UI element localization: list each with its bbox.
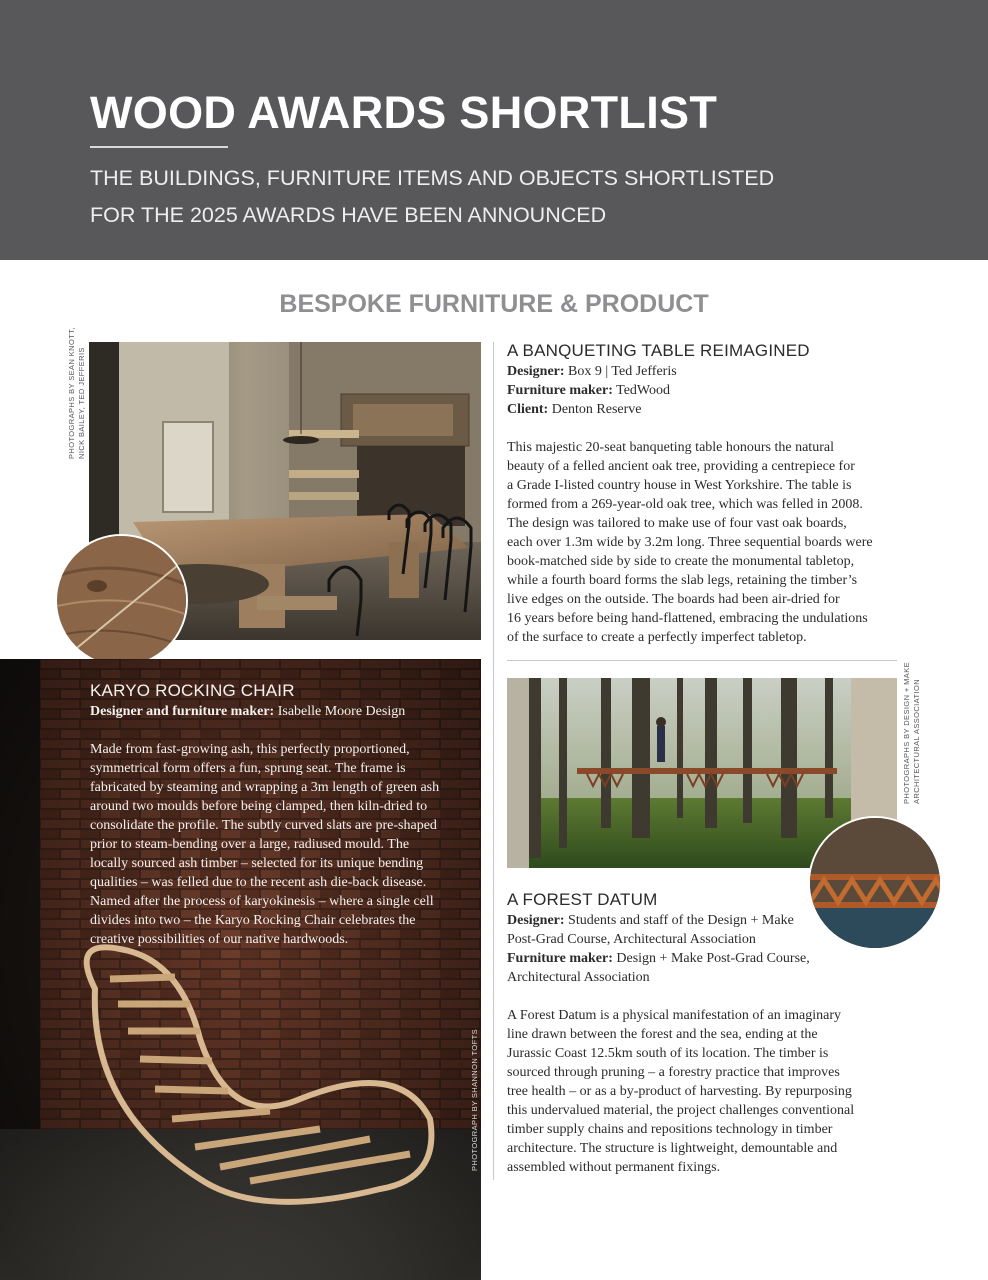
body-line: assembled without permanent fixings. bbox=[507, 1160, 721, 1175]
title-underline bbox=[90, 146, 228, 148]
designer-line bbox=[507, 911, 854, 930]
subtitle-line-1: THE BUILDINGS, FURNITURE ITEMS AND OBJECTS SHORTLISTED bbox=[90, 166, 775, 190]
body-line: tree health – or as a by-product of harvesting. By repurposing bbox=[507, 1084, 852, 1099]
subtitle-line-2: FOR THE 2025 AWARDS HAVE BEEN ANNOUNCED bbox=[90, 203, 607, 227]
body-line: of the surface to create a perfectly imperfect tabletop. bbox=[507, 630, 807, 645]
body-line: timber supply chains and repositions technology in timber bbox=[507, 1122, 833, 1137]
article-body bbox=[507, 438, 902, 647]
client-line bbox=[507, 400, 902, 419]
body-line: sourced through pruning – a forestry practice that improves bbox=[507, 1065, 840, 1080]
photo-credit-chair: PHOTOGRAPH BY SHANNON TOFTS bbox=[470, 1029, 479, 1171]
header-band bbox=[0, 0, 988, 260]
photo-credit-forest-line-1: PHOTOGRAPHS BY DESIGN + MAKE bbox=[902, 662, 911, 804]
maker-label: Furniture maker: bbox=[507, 383, 613, 398]
article-title: A FOREST DATUM bbox=[507, 890, 658, 909]
article-banqueting-table bbox=[507, 340, 902, 647]
body-line: qualities – was felled due to the recent ash die-back disease. bbox=[90, 875, 427, 890]
article-body bbox=[90, 740, 439, 949]
photo-credit-table bbox=[67, 327, 87, 459]
body-line: formed from a 269-year-old oak tree, which was felled in 2008. bbox=[507, 497, 863, 512]
body-line: a Grade I-listed country house in West Yorkshire. The table is bbox=[507, 478, 852, 493]
article-title: KARYO ROCKING CHAIR bbox=[90, 681, 295, 700]
client-label: Client: bbox=[507, 402, 549, 417]
body-line: consolidate the profile. The subtly curved slats are pre-shaped bbox=[90, 818, 437, 833]
body-line: Jurassic Coast 12.5km south of its location. The timber is bbox=[507, 1046, 829, 1061]
maker-line bbox=[507, 381, 902, 400]
article-forest-datum bbox=[507, 889, 854, 1177]
designer-value: Isabelle Moore Design bbox=[274, 704, 406, 719]
maker-value: Design + Make Post-Grad Course, bbox=[612, 951, 810, 966]
body-line: symmetrical form offers a fun, sprung seat. The frame is bbox=[90, 761, 406, 776]
body-line: while a fourth board forms the slab legs, retaining the timber’s bbox=[507, 573, 858, 588]
body-line: fabricated by steaming and wrapping a 3m length of green ash bbox=[90, 780, 440, 795]
body-line: this undervalued material, the project challenges conventional bbox=[507, 1103, 855, 1118]
body-line: architecture. The structure is lightweight, demountable and bbox=[507, 1141, 838, 1156]
table-wood-grain-inset bbox=[55, 534, 188, 667]
wood-grain-closeup bbox=[57, 536, 188, 667]
photo-credit-table-line-2: NICK BAILEY, TED JEFFERIS bbox=[77, 347, 86, 459]
body-line: 16 years before being hand-flattened, embracing the undulations bbox=[507, 611, 868, 626]
body-line: line drawn between the forest and the sea, ending at the bbox=[507, 1027, 818, 1042]
section-title: BESPOKE FURNITURE & PRODUCT bbox=[279, 290, 709, 318]
designer-label: Designer and furniture maker: bbox=[90, 704, 275, 719]
designer-label: Designer: bbox=[507, 913, 565, 928]
photo-credit-forest-line-2: ARCHITECTURAL ASSOCIATION bbox=[912, 678, 921, 804]
article-divider bbox=[507, 660, 897, 661]
designer-line bbox=[90, 702, 439, 721]
body-line: This majestic 20-seat banqueting table honours the natural bbox=[507, 440, 834, 455]
body-line: Made from fast-growing ash, this perfectly proportioned, bbox=[90, 742, 410, 757]
article-rocking-chair bbox=[90, 680, 439, 949]
body-line: around two moulds before being clamped, then kiln-dried to bbox=[90, 799, 428, 814]
designer-value: Box 9 | Ted Jefferis bbox=[564, 364, 677, 379]
client-value: Denton Reserve bbox=[548, 402, 642, 417]
body-line: live edges on the outside. The boards had been air-dried for bbox=[507, 592, 840, 607]
body-line: creative possibilities of our native hardwoods. bbox=[90, 932, 349, 947]
photo-credit-table-line-1: PHOTOGRAPHS BY SEAN KNOTT, bbox=[67, 327, 76, 459]
body-line: beauty of a felled ancient oak tree, providing a centrepiece for bbox=[507, 459, 855, 474]
body-line: divides into two – the Karyo Rocking Chair celebrates the bbox=[90, 913, 416, 928]
body-line: Named after the process of karyokinesis – where a single cell bbox=[90, 894, 434, 909]
body-line: The design was tailored to make use of four vast oak boards, bbox=[507, 516, 847, 531]
maker-line bbox=[507, 949, 854, 968]
photo-credit-forest bbox=[902, 662, 922, 804]
maker-line-2: Architectural Association bbox=[507, 970, 650, 985]
designer-line bbox=[507, 362, 902, 381]
maker-value: TedWood bbox=[612, 383, 671, 398]
column-divider bbox=[493, 342, 494, 1180]
body-line: each over 1.3m wide by 3.2m long. Three sequential boards were bbox=[507, 535, 873, 550]
body-line: book-matched side by side to create the monumental tabletop, bbox=[507, 554, 855, 569]
designer-value: Students and staff of the Design + Make bbox=[564, 913, 794, 928]
body-line: A Forest Datum is a physical manifestation of an imaginary bbox=[507, 1008, 841, 1023]
article-body bbox=[507, 1006, 854, 1177]
article-title: A BANQUETING TABLE REIMAGINED bbox=[507, 341, 810, 360]
body-line: locally sourced ash timber – selected for its unique bending bbox=[90, 856, 424, 871]
designer-line-2: Post-Grad Course, Architectural Association bbox=[507, 932, 756, 947]
designer-label: Designer: bbox=[507, 364, 565, 379]
maker-label: Furniture maker: bbox=[507, 951, 613, 966]
body-line: prior to steam-bending over a large, radiused mould. The bbox=[90, 837, 410, 852]
page-title: WOOD AWARDS SHORTLIST bbox=[90, 87, 718, 138]
